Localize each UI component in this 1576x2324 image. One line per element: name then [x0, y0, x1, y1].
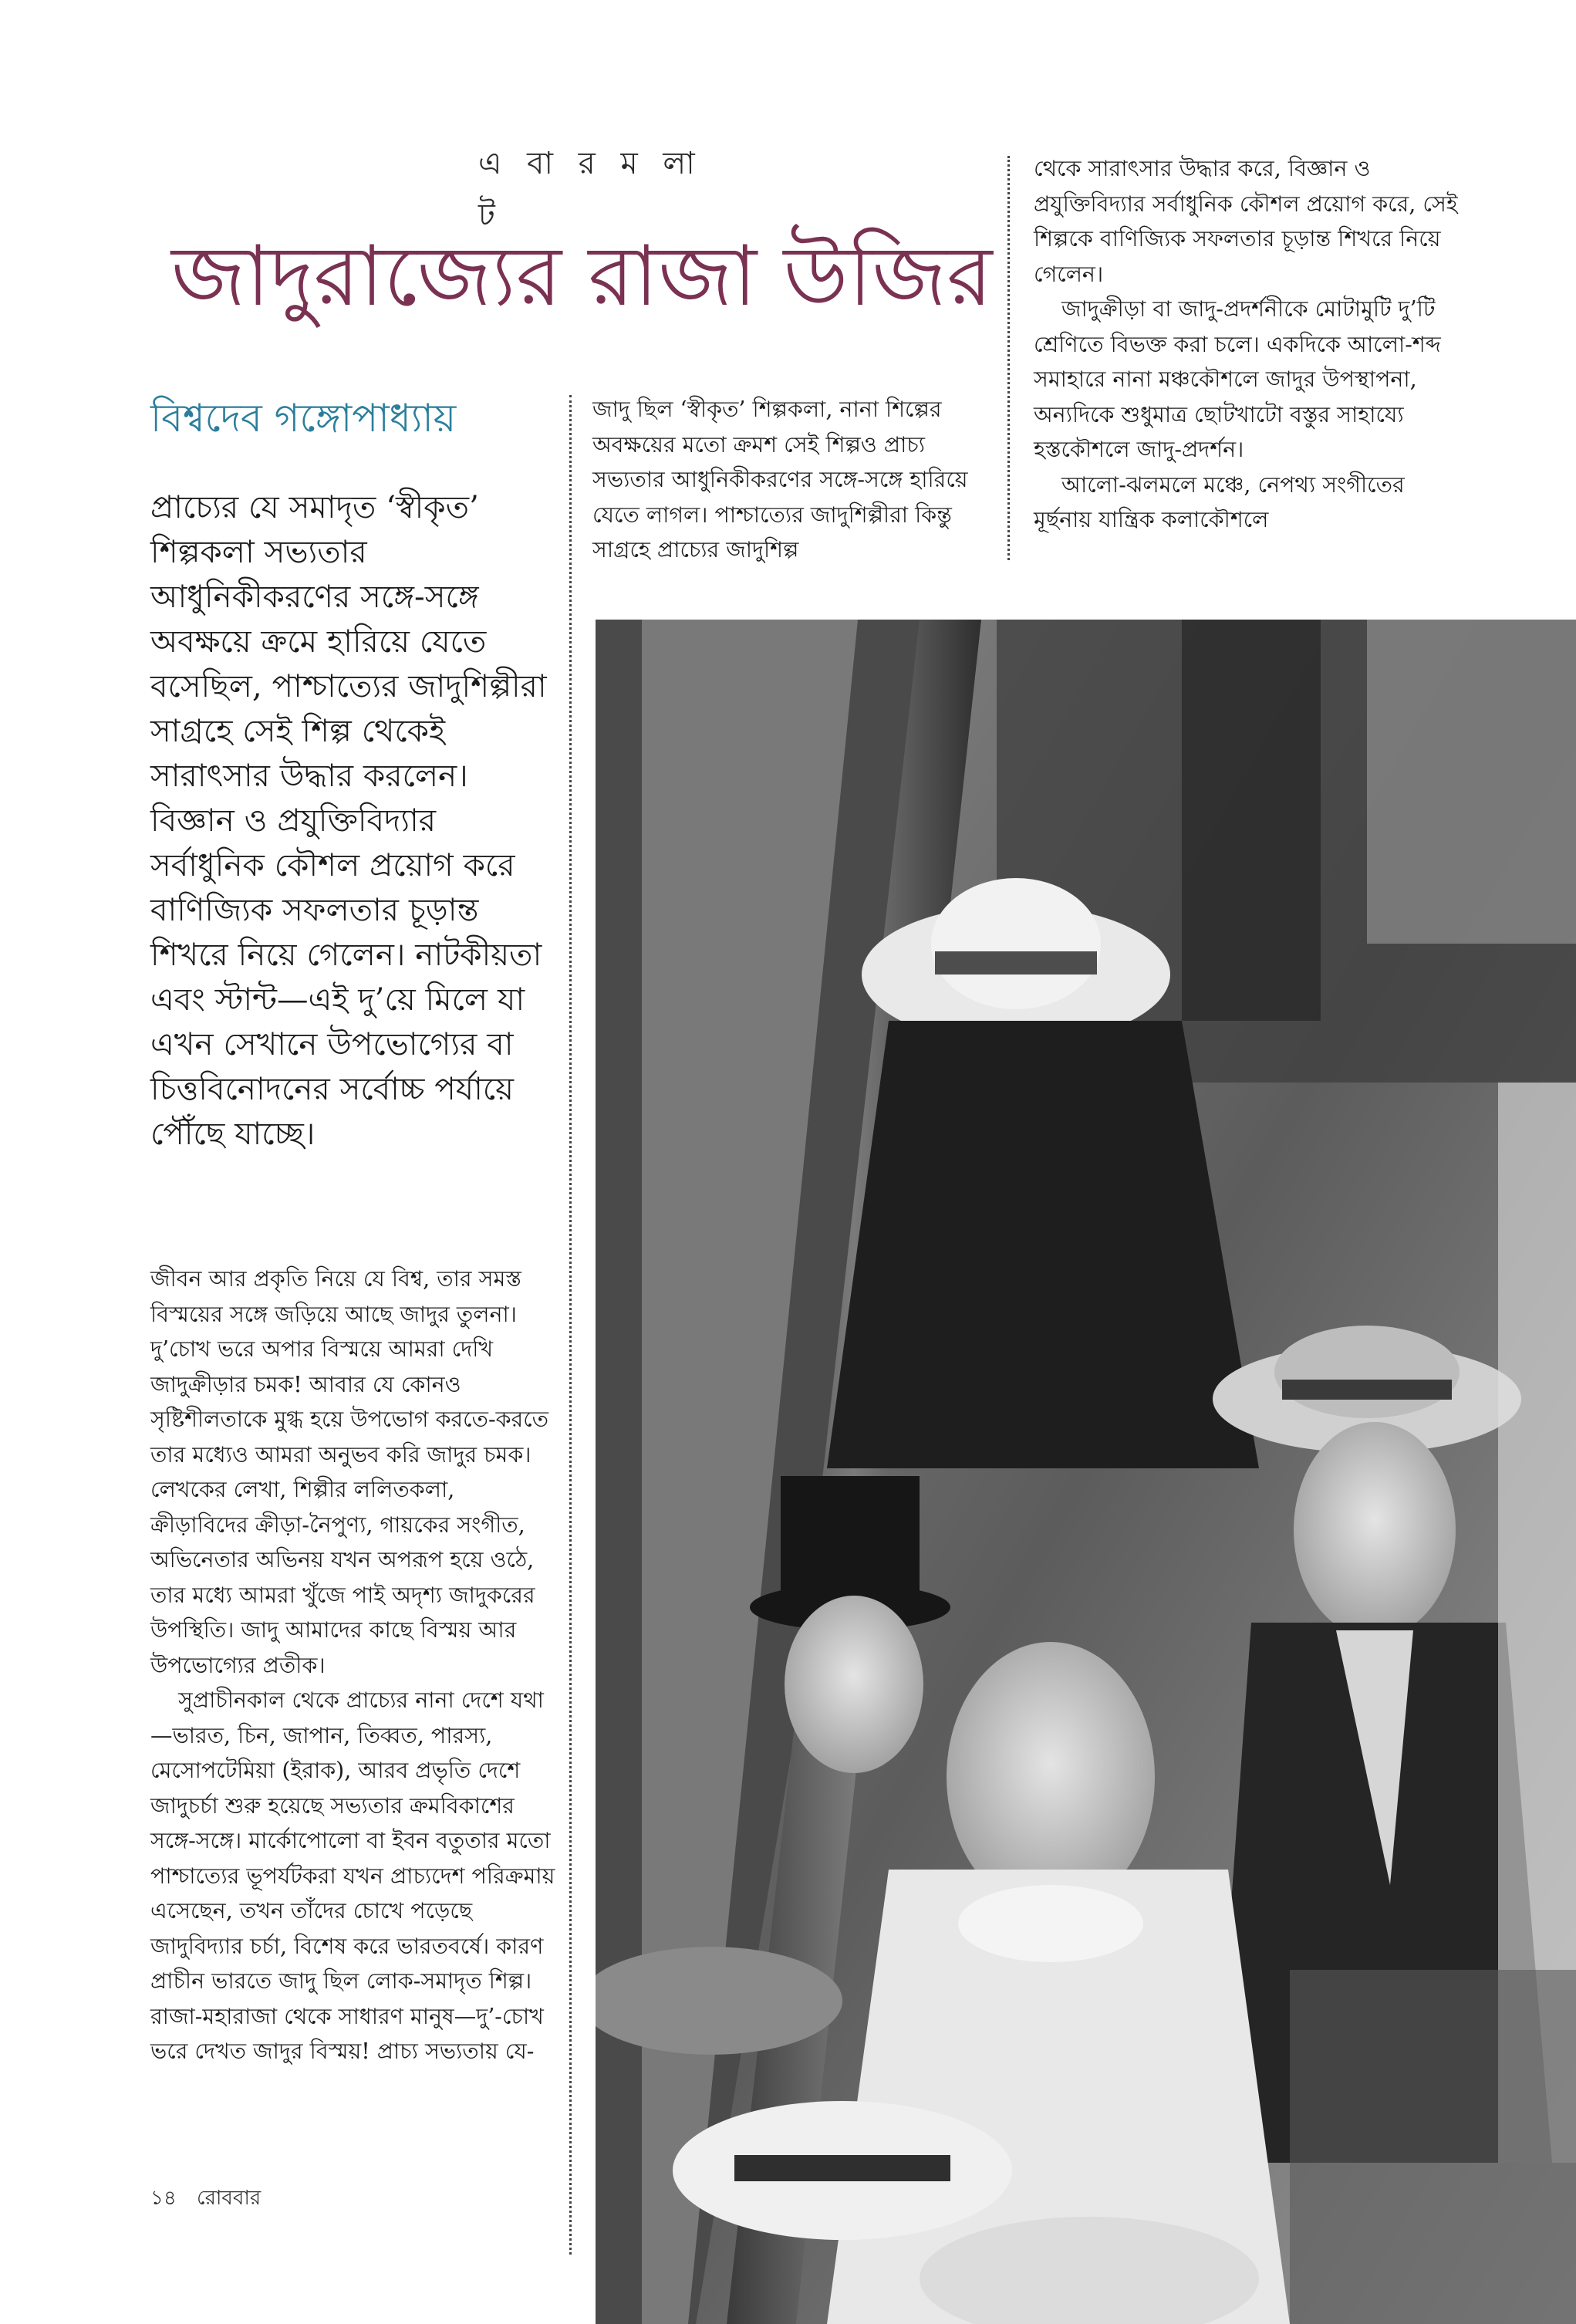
body-paragraph: জাদু ছিল ‘স্বীকৃত’ শিল্পকলা, নানা শিল্পের অবক্ষয়ের মতো ক্রমশ সেই শিল্পও প্রাচ্য সভ্যতার আধুনিকীকরণের সঙ্গে-সঙ্গে হারিয়ে যেতে লাগল। পাশ্চাত্যের জাদুশিল্পীরা কিন্তু সাগ্রহে প্রাচ্যের জাদুশিল্প: [592, 397, 968, 562]
column-rule-left: [569, 395, 572, 2255]
section-label: এ বা র ম লা ট: [478, 146, 703, 233]
article-headline: জাদুরাজ্যের রাজা উজির: [171, 228, 993, 325]
page-folio: [150, 2182, 459, 2216]
body-paragraph: থেকে সারাৎসার উদ্ধার করে, বিজ্ঞান ও প্রযুক্তিবিদ্যার সর্বাধুনিক কৌশল প্রয়োগ করে, সেই শিল্পকে বাণিজ্যিক সফলতার চূড়ান্ত শিখরে নিয়ে গেলেন।: [1034, 156, 1458, 287]
body-column-left: [150, 1262, 559, 2069]
body-paragraph: আলো-ঝলমলে মঞ্চে, নেপথ্য সংগীতের মূর্ছনায় যান্ত্রিক কলাকৌশলে: [1034, 471, 1405, 532]
page-number: ১৪: [150, 2187, 177, 2210]
body-paragraph: জীবন আর প্রকৃতি নিয়ে যে বিশ্ব, তার সমস্ত বিস্ময়ের সঙ্গে জড়িয়ে আছে জাদুর তুলনা। দু’চোখ ভরে অপার বিস্ময়ে আমরা দেখি জাদুক্রীড়ার চমক! আবার যে কোনও সৃষ্টিশীলতাকে মুগ্ধ হয়ে উপভোগ করতে-করতে তার মধ্যেও আমরা অনুভব করি জাদুর চমক। লেখকের লেখা, শিল্পীর ললিতকলা, ক্রীড়াবিদের ক্রীড়া-নৈপুণ্য, গায়কের সংগীত, অভিনেতার অভিনয় যখন অপরূপ হয়ে ওঠে, তার মধ্যে আমরা খুঁজে পাই অদৃশ্য জাদুকরের উপস্থিতি। জাদু আমাদের কাছে বিস্ময় আর উপভোগ্যের প্রতীক।: [150, 1266, 549, 1678]
body-column-middle: [592, 392, 997, 568]
author-byline: বিশ্বদেব গঙ্গোপাধ্যায়: [150, 396, 457, 441]
body-paragraph: জাদুক্রীড়া বা জাদু-প্রদর্শনীকে মোটামুটি দু’টি শ্রেণিতে বিভক্ত করা চলে। একদিকে আলো-শব্দ সমাহারে নানা মঞ্চকৌশলে জাদুর উপস্থাপনা, অন্যদিকে শুধুমাত্র ছোটখাটো বস্তুর সাহায্যে হস্তকৌশলে জাদু-প্রদর্শন।: [1034, 296, 1441, 462]
body-column-right: [1034, 151, 1466, 538]
publication-name: রোববার: [197, 2187, 262, 2210]
column-rule-right: [1007, 156, 1010, 560]
photo-illustration: [596, 620, 1576, 2324]
crowd-photograph: [596, 620, 1576, 2324]
standfirst: প্রাচ্যের যে সমাদৃত ‘স্বীকৃত’ শিল্পকলা সভ্যতার আধুনিকীকরণের সঙ্গে-সঙ্গে অবক্ষয়ে ক্রমে হারিয়ে যেতে বসেছিল, পাশ্চাত্যের জাদুশিল্পীরা সাগ্রহে সেই শিল্প থেকেই সারাৎসার উদ্ধার করলেন। বিজ্ঞান ও প্রযুক্তিবিদ্যার সর্বাধুনিক কৌশল প্রয়োগ করে বাণিজ্যিক সফলতার চূড়ান্ত শিখরে নিয়ে গেলেন। নাটকীয়তা এবং স্টান্ট—এই দু’য়ে মিলে যা এখন সেখানে উপভোগ্যের বা চিত্তবিনোদনের সর্বোচ্চ পর্যায়ে পৌঁছে যাচ্ছে।: [150, 488, 547, 1152]
body-paragraph: সুপ্রাচীনকাল থেকে প্রাচ্যের নানা দেশে যথা—ভারত, চিন, জাপান, তিব্বত, পারস্য, মেসোপটেমিয়া (ইরাক), আরব প্রভৃতি দেশে জাদুচর্চা শুরু হয়েছে সভ্যতার ক্রমবিকাশের সঙ্গে-সঙ্গে। মার্কোপোলো বা ইবন বতুতার মতো পাশ্চাত্যের ভূপর্যটকরা যখন প্রাচ্যদেশ পরিক্রমায় এসেছেন, তখন তাঁদের চোখে পড়েছে জাদুবিদ্যার চর্চা, বিশেষ করে ভারতবর্ষে। কারণ প্রাচীন ভারতে জাদু ছিল লোক-সমাদৃত শিল্প। রাজা-মহারাজা থেকে সাধারণ মানুষ—দু’-চোখ ভরে দেখত জাদুর বিস্ময়! প্রাচ্য সভ্যতায় যে-: [150, 1687, 555, 2064]
